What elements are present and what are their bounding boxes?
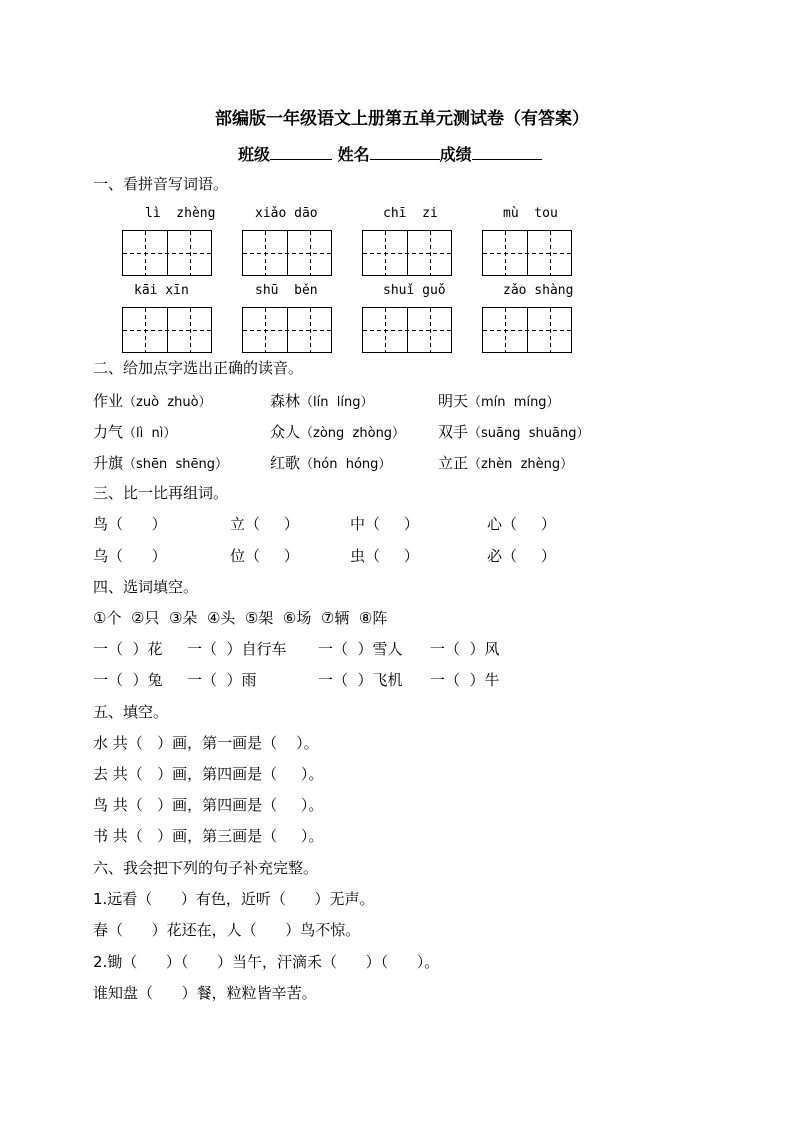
writing-grid[interactable] <box>482 230 572 276</box>
pinyin-options[interactable]: （lín líng） <box>300 395 374 410</box>
writing-grid[interactable] <box>122 307 212 353</box>
writing-grid[interactable] <box>242 307 332 353</box>
stroke-question: 鸟 共（ ）画，第四画是（ ）。 <box>93 796 324 814</box>
poem-line: 春（ ）花还在，人（ ）鸟不惊。 <box>93 921 361 939</box>
stroke-question: 去 共（ ）画，第四画是（ ）。 <box>93 765 324 783</box>
pinyin-options[interactable]: （suāng shuāng） <box>468 426 590 441</box>
reading-choice <box>438 453 573 475</box>
compare-item: 鸟（ ） <box>93 515 167 533</box>
poem-line: 谁知盘（ ）餐，粒粒皆辛苦。 <box>93 984 317 1002</box>
score-label: 成绩 <box>439 145 472 164</box>
section-2-heading: 二、给加点字选出正确的读音。 <box>93 359 304 377</box>
pinyin-options[interactable]: （zuò zhuò） <box>123 395 212 410</box>
compare-item: 乌（ ） <box>93 547 167 565</box>
word: 红歌 <box>270 454 301 472</box>
writing-grid[interactable] <box>482 307 572 353</box>
pinyin: zǎo shàng <box>503 283 574 298</box>
name-label: 姓名 <box>337 145 370 164</box>
compare-item: 立（ ） <box>230 515 299 533</box>
reading-choice <box>438 422 589 444</box>
section-3-heading: 三、比一比再组词。 <box>93 484 229 502</box>
compare-item: 心（ ） <box>487 515 556 533</box>
class-label: 班级 <box>238 145 271 164</box>
compare-item: 虫（ ） <box>350 547 419 565</box>
section-6-heading: 六、我会把下列的句子补充完整。 <box>93 859 319 877</box>
pinyin: kāi xīn <box>134 283 189 298</box>
section-1-heading: 一、看拼音写词语。 <box>93 175 229 193</box>
pinyin: lì zhèng <box>145 206 216 221</box>
pinyin-options[interactable]: （zhèn zhèng） <box>468 457 574 472</box>
word: 明天 <box>438 392 469 410</box>
pinyin-options[interactable]: （lì nì） <box>123 426 177 441</box>
fill-item: 一（ ）风 <box>430 640 500 658</box>
pinyin: shū běn <box>255 283 318 298</box>
score-blank[interactable] <box>472 143 542 160</box>
class-blank[interactable] <box>270 143 332 160</box>
reading-choice <box>93 422 176 444</box>
writing-grid[interactable] <box>122 230 212 276</box>
fill-item: 一（ ）兔 <box>93 671 163 689</box>
pinyin: mù tou <box>503 206 558 221</box>
word: 众人 <box>270 423 301 441</box>
reading-choice <box>93 391 212 413</box>
section-5-heading: 五、填空。 <box>93 703 169 721</box>
name-blank[interactable] <box>370 143 440 160</box>
fill-item: 一（ ）花 <box>93 640 163 658</box>
reading-choice <box>438 391 560 413</box>
writing-grid[interactable] <box>362 230 452 276</box>
reading-choice <box>270 453 391 475</box>
writing-grid[interactable] <box>362 307 452 353</box>
writing-grid[interactable] <box>242 230 332 276</box>
pinyin-options[interactable]: （zòng zhòng） <box>300 426 406 441</box>
stroke-question: 水 共（ ）画，第一画是（ ）。 <box>93 734 319 752</box>
word-options: ①个 ②只 ③朵 ④头 ⑤架 ⑥场 ⑦辆 ⑧阵 <box>93 609 388 627</box>
page-title: 部编版一年级语文上册第五单元测试卷（有答案） <box>215 109 589 129</box>
section-4-heading: 四、选词填空。 <box>93 578 199 596</box>
word: 力气 <box>93 423 124 441</box>
word: 作业 <box>93 392 124 410</box>
compare-item: 位（ ） <box>230 547 299 565</box>
fill-item: 一（ ）雨 <box>187 671 257 689</box>
word: 立正 <box>438 454 469 472</box>
fill-item: 一（ ）飞机 <box>318 671 403 689</box>
pinyin-options[interactable]: （mín míng） <box>468 395 560 410</box>
word: 森林 <box>270 392 301 410</box>
poem-line: 2.锄（ ）（ ）当午，汗滴禾（ ）（ ）。 <box>93 953 440 971</box>
stroke-question: 书 共（ ）画，第三画是（ ）。 <box>93 827 324 845</box>
pinyin-options[interactable]: （hón hóng） <box>300 457 392 472</box>
poem-line: 1.远看（ ）有色，近听（ ）无声。 <box>93 890 375 908</box>
fill-item: 一（ ）自行车 <box>187 640 287 658</box>
pinyin: shuǐ guǒ <box>383 283 446 298</box>
compare-item: 必（ ） <box>487 547 556 565</box>
word: 升旗 <box>93 454 124 472</box>
reading-choice <box>270 391 373 413</box>
pinyin: chī zi <box>383 206 438 221</box>
reading-choice <box>93 453 228 475</box>
pinyin: xiǎo dāo <box>255 206 318 221</box>
word: 双手 <box>438 423 469 441</box>
reading-choice <box>270 422 405 444</box>
compare-item: 中（ ） <box>350 515 419 533</box>
fill-item: 一（ ）牛 <box>430 671 500 689</box>
fill-item: 一（ ）雪人 <box>318 640 403 658</box>
pinyin-options[interactable]: （shēn shēng） <box>123 457 229 472</box>
student-info <box>238 142 542 165</box>
